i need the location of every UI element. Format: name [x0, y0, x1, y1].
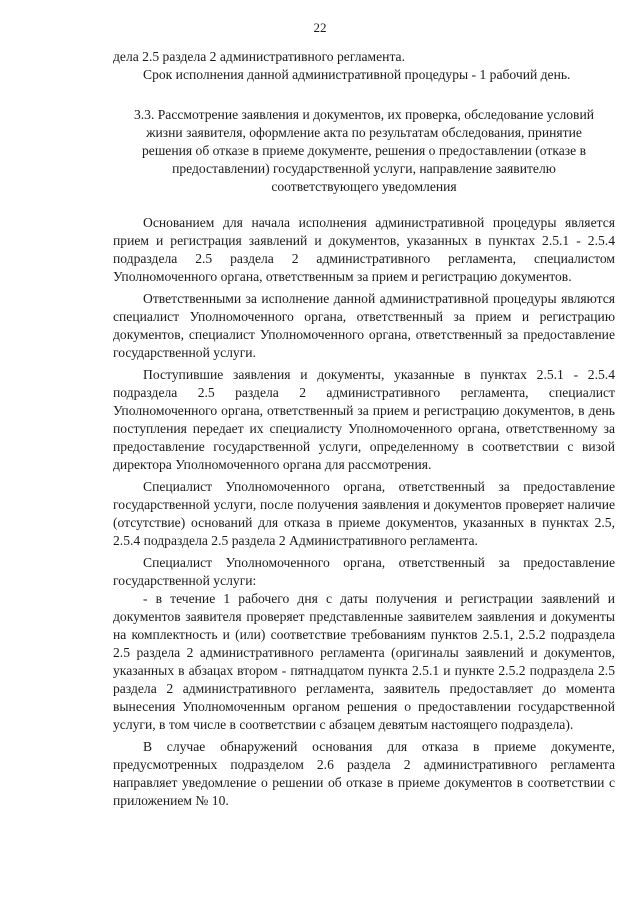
list-item: - в течение 1 рабочего дня с даты получения и регистрации заявлений и документов заявителя проверяет представленные заявителем заявления и документы на комплектность и (или) соответствие требованиям пунктов 2.5.1, 2.5.2 подраздела 2.5 раздела 2 административного регламента (оригиналы заявлений и документов, указанных в абзацах втором - пятнадцатом пункта 2.5.1 и пункте 2.5.2 подраздела 2.5 раздела 2 административного регламента, заявитель предоставляет до момента вынесения Уполномоченным органом решения о предоставлении государственной услуги, в том числе в соответствии с абзацем девятым настоящего подраздела). — [113, 591, 615, 732]
paragraph-basis: Основанием для начала исполнения административной процедуры является прием и регистрация заявлений и документов, указанных в пунктах 2.5.1 - 2.5.4 подраздела 2.5 раздела 2 административного регламента, специалистом Уполномоченного органа, ответственным за прием и регистрацию документов. — [113, 215, 615, 284]
paragraph-continuation: дела 2.5 раздела 2 административного регламента. — [113, 49, 405, 64]
paragraph-specialist-check: Специалист Уполномоченного органа, ответственный за предоставление государственной услуги, после получения заявления и документов проверяет наличие (отсутствие) оснований для отказа в приеме документов, указанных в пунктах 2.5, 2.5.4 подраздела 2.5 раздела 2 Административного регламента. — [113, 479, 615, 548]
page-number: 22 — [313, 20, 327, 35]
paragraph-deadline: Срок исполнения данной административной процедуры - 1 рабочий день. — [143, 67, 571, 82]
paragraph-specialist-duties: Специалист Уполномоченного органа, ответственный за предоставление государственной услуги: — [113, 555, 615, 588]
paragraph-responsible: Ответственными за исполнение данной административной процедуры являются специалист Уполномоченного органа, ответственный за прием и регистрацию документов, специалист Уполномоченного органа, ответственный за предоставление государственной услуги. — [113, 291, 615, 360]
section-heading: 3.3. Рассмотрение заявления и документов, их проверка, обследование условий жизни заявителя, оформление акта по результатам обследования, принятие решения об отказе в приеме документе, решения о предоставлении (отказе в предоставлении) государственной услуги, направление заявителю соответствующего уведомления — [133, 107, 595, 194]
paragraph-received: Поступившие заявления и документы, указанные в пунктах 2.5.1 - 2.5.4 подраздела 2.5 раздела 2 административного регламента, специалист Уполномоченного органа, ответственный за прием и регистрацию документов, в день поступления передает их специалисту Уполномоченного органа, ответственному за предоставление государственной услуги, определенному в соответствии с визой директора Уполномоченного органа для рассмотрения. — [113, 367, 615, 472]
document-body — [113, 48, 615, 810]
paragraph-refusal: В случае обнаружений основания для отказа в приеме документе, предусмотренных подразделом 2.6 раздела 2 административного регламента направляет уведомление о решении об отказе в приеме документов в соответствии с приложением № 10. — [113, 739, 615, 808]
